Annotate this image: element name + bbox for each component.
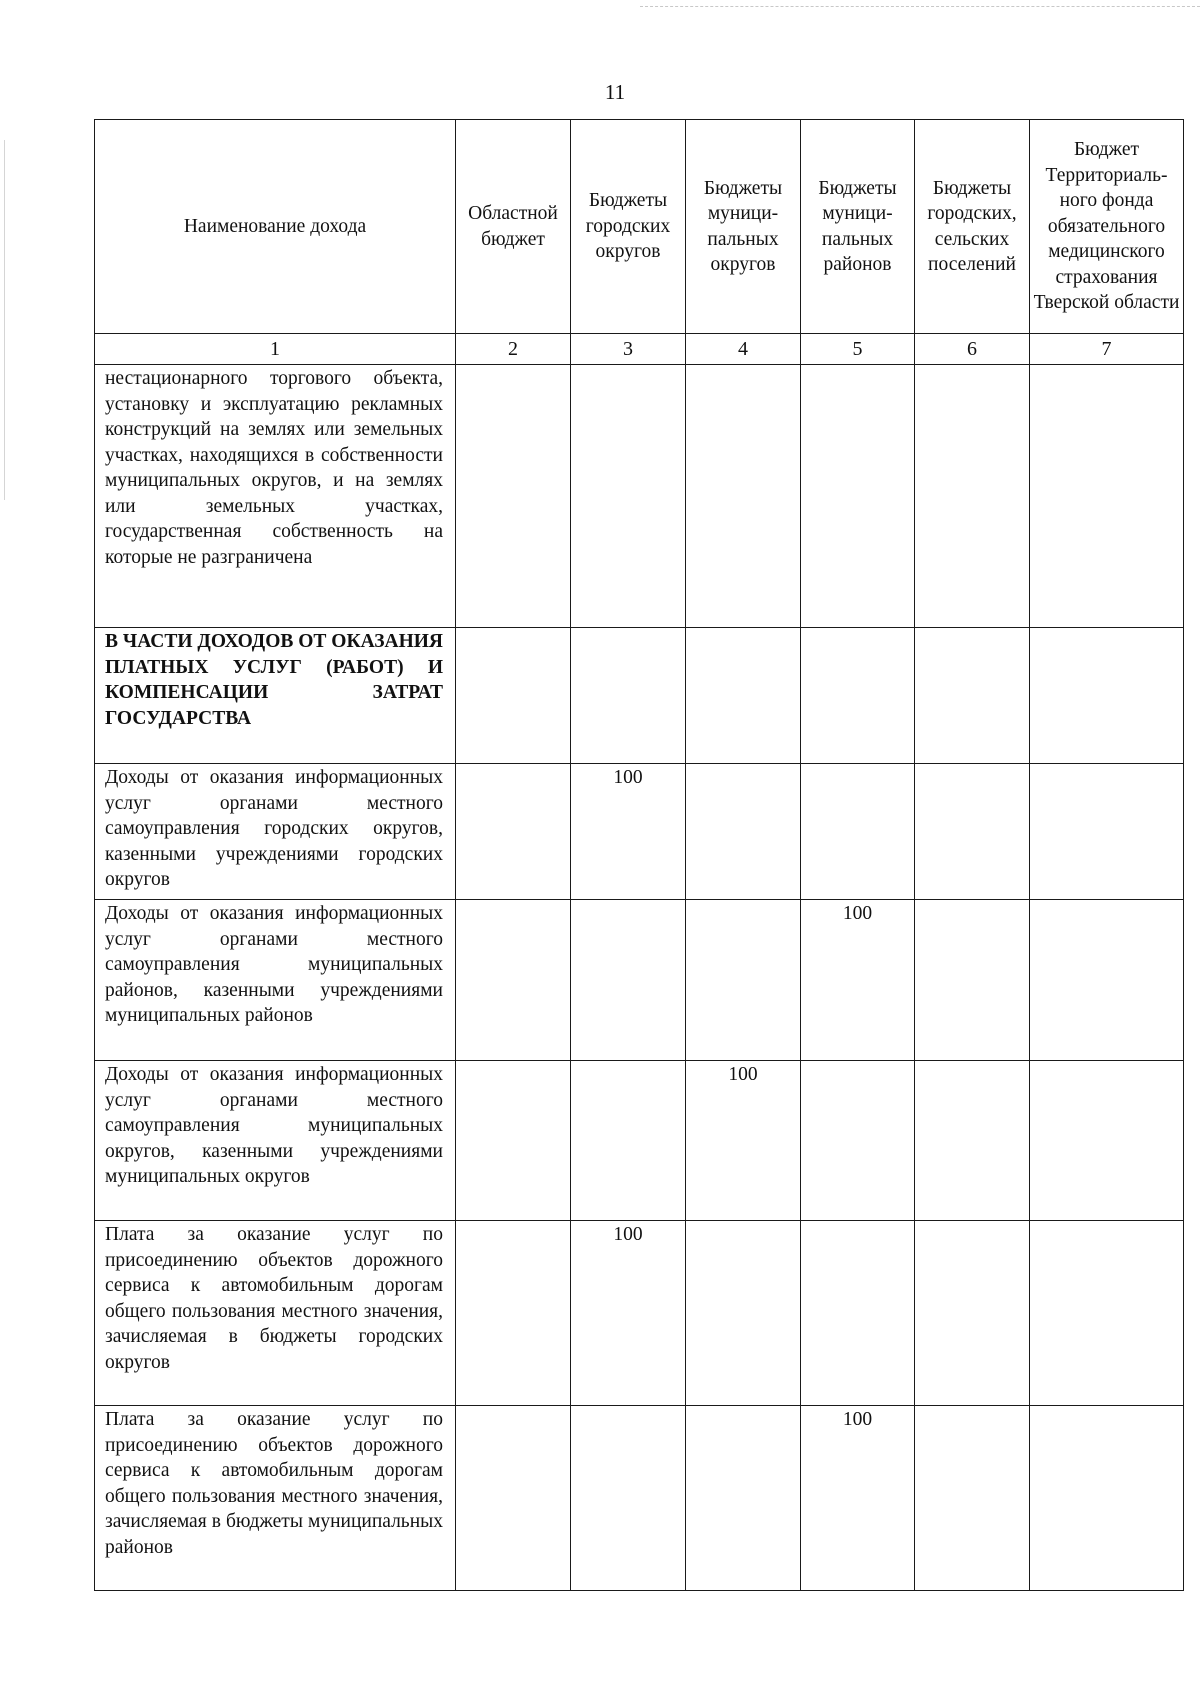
column-number: 2 (456, 334, 571, 365)
value-cell (571, 628, 686, 764)
header-regional-budget: Областной бюджет (456, 120, 571, 334)
column-number: 6 (915, 334, 1030, 365)
value-cell (915, 1221, 1030, 1406)
value-cell (456, 1221, 571, 1406)
value-cell (1030, 764, 1184, 900)
column-number: 7 (1030, 334, 1184, 365)
value-cell (801, 1061, 915, 1221)
table-row (95, 1221, 1184, 1406)
value-cell (571, 1406, 686, 1591)
value-cell (456, 628, 571, 764)
section-heading-row (95, 628, 1184, 764)
revenue-name-cell: нестационарного торгового объекта, установку и эксплуатацию рекламных конструкций на землях или земельных участках, находящихся в собственности муниципальных округов, и на землях или земельных участках, государственная собственность на которые не разграничена (95, 365, 456, 628)
value-cell (456, 1406, 571, 1591)
value-cell (456, 764, 571, 900)
revenue-name-cell: Плата за оказание услуг по присоединению объектов дорожного сервиса к автомобильным дорогам общего пользования местного значения, зачисляемая в бюджеты муниципальных районов (95, 1406, 456, 1591)
scan-artifact-line (640, 6, 1200, 7)
value-cell (456, 900, 571, 1061)
value-cell: 100 (571, 764, 686, 900)
value-cell (915, 1061, 1030, 1221)
value-cell (571, 900, 686, 1061)
column-number: 3 (571, 334, 686, 365)
value-cell (915, 900, 1030, 1061)
revenue-name-cell: Доходы от оказания информационных услуг органами местного самоуправления муниципальных районов, казенными учреждениями муниципальных районов (95, 900, 456, 1061)
value-cell (1030, 900, 1184, 1061)
value-cell (1030, 1221, 1184, 1406)
column-number: 1 (95, 334, 456, 365)
header-city-district-budgets: Бюджеты городских округов (571, 120, 686, 334)
header-health-insurance-fund-budget: Бюджет Территориаль-ного фонда обязательного медицинского страхования Тверской области (1030, 120, 1184, 334)
value-cell (1030, 1061, 1184, 1221)
value-cell: 100 (571, 1221, 686, 1406)
header-municipal-area-budgets: Бюджеты муници-пальных районов (801, 120, 915, 334)
column-number-row (95, 334, 1184, 365)
value-cell (1030, 628, 1184, 764)
value-cell (686, 1221, 801, 1406)
value-cell (1030, 365, 1184, 628)
value-cell: 100 (686, 1061, 801, 1221)
value-cell (686, 1406, 801, 1591)
value-cell: 100 (801, 900, 915, 1061)
value-cell: 100 (801, 1406, 915, 1591)
table-row (95, 365, 1184, 628)
header-settlement-budgets: Бюджеты городских, сельских поселений (915, 120, 1030, 334)
column-number: 5 (801, 334, 915, 365)
table-row (95, 1406, 1184, 1591)
value-cell (915, 365, 1030, 628)
value-cell (915, 764, 1030, 900)
revenue-name-cell: Доходы от оказания информационных услуг органами местного самоуправления городских округов, казенными учреждениями городских округов (95, 764, 456, 900)
table-row (95, 1061, 1184, 1221)
value-cell (456, 1061, 571, 1221)
header-revenue-name: Наименование дохода (95, 120, 456, 334)
value-cell (686, 365, 801, 628)
table-row (95, 764, 1184, 900)
section-heading-cell: В ЧАСТИ ДОХОДОВ ОТ ОКАЗАНИЯ ПЛАТНЫХ УСЛУГ (РАБОТ) И КОМПЕНСАЦИИ ЗАТРАТ ГОСУДАРСТВА (95, 628, 456, 764)
value-cell (915, 1406, 1030, 1591)
value-cell (686, 764, 801, 900)
value-cell (686, 628, 801, 764)
value-cell (801, 628, 915, 764)
revenue-name-cell: Плата за оказание услуг по присоединению объектов дорожного сервиса к автомобильным дорогам общего пользования местного значения, зачисляемая в бюджеты городских округов (95, 1221, 456, 1406)
value-cell (456, 365, 571, 628)
column-number: 4 (686, 334, 801, 365)
value-cell (801, 1221, 915, 1406)
table-header-row (95, 120, 1184, 334)
value-cell (801, 365, 915, 628)
header-municipal-district-budgets: Бюджеты муници-пальных округов (686, 120, 801, 334)
value-cell (915, 628, 1030, 764)
value-cell (571, 1061, 686, 1221)
page-number: 11 (604, 80, 626, 104)
table-row (95, 900, 1184, 1061)
scan-margin-mark (4, 140, 7, 500)
revenue-name-cell: Доходы от оказания информационных услуг органами местного самоуправления муниципальных округов, казенными учреждениями муниципальных округов (95, 1061, 456, 1221)
value-cell (1030, 1406, 1184, 1591)
value-cell (571, 365, 686, 628)
value-cell (686, 900, 801, 1061)
value-cell (801, 764, 915, 900)
revenue-distribution-table (94, 119, 1184, 1591)
